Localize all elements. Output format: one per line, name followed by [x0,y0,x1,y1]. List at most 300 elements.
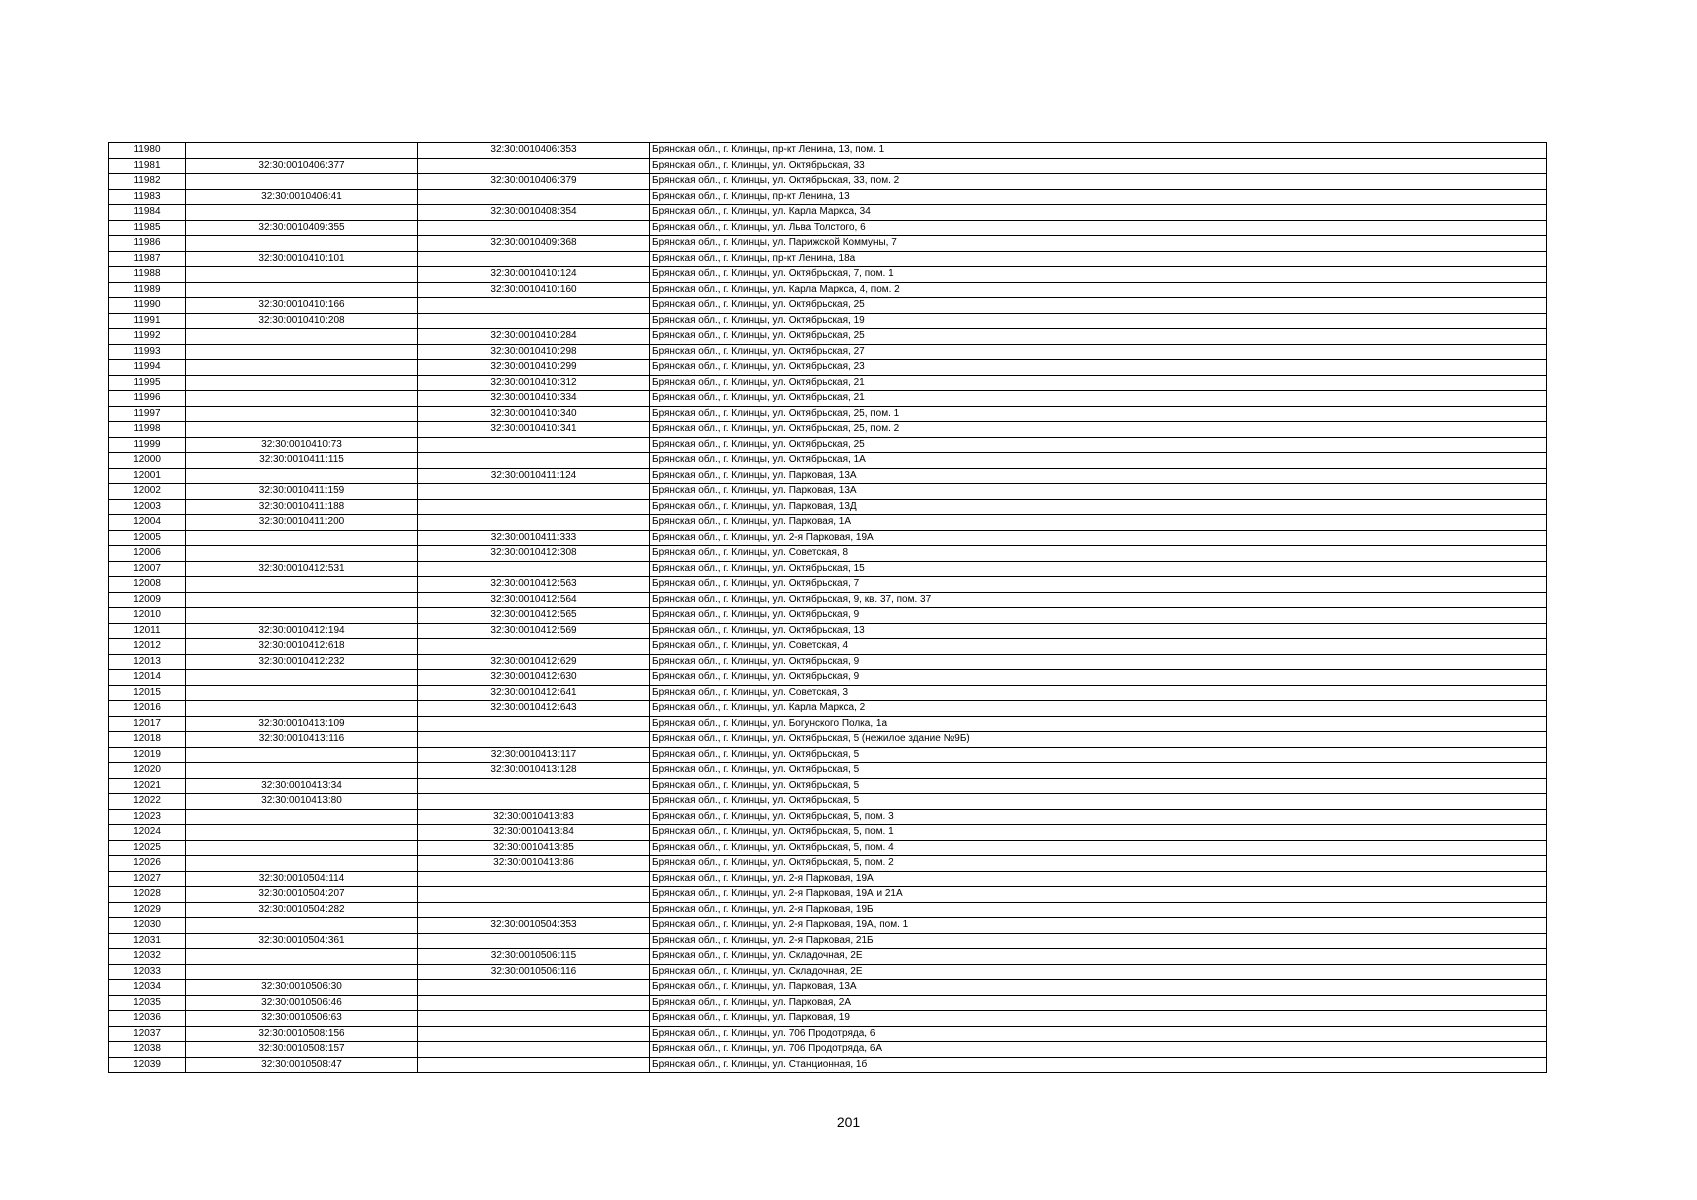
room-cadastral-number-cell: 32:30:0010410:284 [418,329,650,345]
cadastral-number-cell [186,174,418,190]
address-cell: Брянская обл., г. Клинцы, ул. Октябрьская, 7 [650,577,1547,593]
cadastral-number-cell: 32:30:0010410:73 [186,437,418,453]
room-cadastral-number-cell [418,158,650,174]
cadastral-number-cell [186,840,418,856]
table-row [109,484,1547,500]
cadastral-number-cell [186,143,418,159]
row-number-cell: 11990 [109,298,186,314]
cadastral-number-cell: 32:30:0010409:355 [186,220,418,236]
room-cadastral-number-cell [418,1026,650,1042]
room-cadastral-number-cell [418,453,650,469]
room-cadastral-number-cell [418,716,650,732]
room-cadastral-number-cell [418,1011,650,1027]
table-row [109,499,1547,515]
room-cadastral-number-cell [418,298,650,314]
table-row [109,980,1547,996]
room-cadastral-number-cell: 32:30:0010412:643 [418,701,650,717]
cadastral-number-cell [186,964,418,980]
room-cadastral-number-cell: 32:30:0010413:84 [418,825,650,841]
room-cadastral-number-cell [418,933,650,949]
row-number-cell: 11998 [109,422,186,438]
cadastral-number-cell [186,592,418,608]
cadastral-number-cell [186,809,418,825]
address-cell: Брянская обл., г. Клинцы, ул. Октябрьская, 5 (нежилое здание №9Б) [650,732,1547,748]
room-cadastral-number-cell [418,1057,650,1073]
row-number-cell: 12005 [109,530,186,546]
room-cadastral-number-cell: 32:30:0010413:86 [418,856,650,872]
table-row [109,871,1547,887]
address-cell: Брянская обл., г. Клинцы, ул. Станционная, 1б [650,1057,1547,1073]
row-number-cell: 12018 [109,732,186,748]
room-cadastral-number-cell: 32:30:0010406:353 [418,143,650,159]
cadastral-number-cell: 32:30:0010504:282 [186,902,418,918]
room-cadastral-number-cell: 32:30:0010410:299 [418,360,650,376]
table-row [109,298,1547,314]
row-number-cell: 12032 [109,949,186,965]
table-row [109,840,1547,856]
address-cell: Брянская обл., г. Клинцы, ул. Парковая, 2А [650,995,1547,1011]
row-number-cell: 12015 [109,685,186,701]
row-number-cell: 11983 [109,189,186,205]
row-number-cell: 12028 [109,887,186,903]
cadastral-number-cell [186,468,418,484]
address-cell: Брянская обл., г. Клинцы, ул. Октябрьская, 5 [650,747,1547,763]
address-cell: Брянская обл., г. Клинцы, ул. Октябрьская, 25, пом. 1 [650,406,1547,422]
table-row [109,453,1547,469]
cadastral-number-cell [186,856,418,872]
row-number-cell: 12020 [109,763,186,779]
address-cell: Брянская обл., г. Клинцы, ул. Октябрьская, 5 [650,778,1547,794]
address-cell: Брянская обл., г. Клинцы, ул. Октябрьская, 9 [650,608,1547,624]
address-cell: Брянская обл., г. Клинцы, ул. Складочная, 2Е [650,964,1547,980]
cadastral-number-cell: 32:30:0010412:232 [186,654,418,670]
room-cadastral-number-cell [418,995,650,1011]
row-number-cell: 12002 [109,484,186,500]
cadastral-number-cell: 32:30:0010504:114 [186,871,418,887]
table-row [109,685,1547,701]
cadastral-number-cell [186,344,418,360]
row-number-cell: 12026 [109,856,186,872]
room-cadastral-number-cell: 32:30:0010413:128 [418,763,650,779]
room-cadastral-number-cell: 32:30:0010412:564 [418,592,650,608]
address-cell: Брянская обл., г. Клинцы, ул. Октябрьская, 7, пом. 1 [650,267,1547,283]
row-number-cell: 12019 [109,747,186,763]
cadastral-number-cell: 32:30:0010410:166 [186,298,418,314]
table-row [109,1011,1547,1027]
table-row [109,592,1547,608]
table-row [109,577,1547,593]
cadastral-number-cell [186,546,418,562]
address-cell: Брянская обл., г. Клинцы, ул. 706 Продотряда, 6 [650,1026,1547,1042]
address-cell: Брянская обл., г. Клинцы, ул. Октябрьская, 19 [650,313,1547,329]
address-cell: Брянская обл., г. Клинцы, ул. Октябрьская, 33, пом. 2 [650,174,1547,190]
address-cell: Брянская обл., г. Клинцы, пр-кт Ленина, 18а [650,251,1547,267]
address-cell: Брянская обл., г. Клинцы, ул. 2-я Парковая, 19А [650,871,1547,887]
row-number-cell: 12017 [109,716,186,732]
room-cadastral-number-cell: 32:30:0010504:353 [418,918,650,934]
cadastral-number-cell: 32:30:0010504:361 [186,933,418,949]
cadastral-number-cell: 32:30:0010411:188 [186,499,418,515]
row-number-cell: 11987 [109,251,186,267]
table-row [109,267,1547,283]
row-number-cell: 11993 [109,344,186,360]
row-number-cell: 12034 [109,980,186,996]
address-cell: Брянская обл., г. Клинцы, ул. Октябрьская, 5, пом. 3 [650,809,1547,825]
table-row [109,856,1547,872]
row-number-cell: 11997 [109,406,186,422]
cadastral-number-cell: 32:30:0010506:46 [186,995,418,1011]
cadastral-number-cell: 32:30:0010412:531 [186,561,418,577]
room-cadastral-number-cell: 32:30:0010410:334 [418,391,650,407]
row-number-cell: 12023 [109,809,186,825]
cadastral-number-cell: 32:30:0010413:34 [186,778,418,794]
cadastral-number-cell: 32:30:0010406:377 [186,158,418,174]
cadastral-number-cell [186,701,418,717]
row-number-cell: 12039 [109,1057,186,1073]
address-cell: Брянская обл., г. Клинцы, ул. 706 Продотряда, 6А [650,1042,1547,1058]
cadastral-number-cell [186,205,418,221]
row-number-cell: 11982 [109,174,186,190]
table-row [109,391,1547,407]
table-row [109,530,1547,546]
address-cell: Брянская обл., г. Клинцы, ул. Октябрьская, 5, пом. 4 [650,840,1547,856]
address-cell: Брянская обл., г. Клинцы, ул. Октябрьская, 23 [650,360,1547,376]
row-number-cell: 12038 [109,1042,186,1058]
row-number-cell: 12013 [109,654,186,670]
room-cadastral-number-cell: 32:30:0010506:116 [418,964,650,980]
row-number-cell: 11996 [109,391,186,407]
room-cadastral-number-cell [418,561,650,577]
table-row [109,406,1547,422]
table-row [109,716,1547,732]
address-cell: Брянская обл., г. Клинцы, ул. Октябрьская, 9, кв. 37, пом. 37 [650,592,1547,608]
room-cadastral-number-cell [418,794,650,810]
cadastral-number-cell: 32:30:0010506:63 [186,1011,418,1027]
cadastral-number-cell [186,267,418,283]
table-row [109,995,1547,1011]
cadastral-number-cell: 32:30:0010410:208 [186,313,418,329]
address-cell: Брянская обл., г. Клинцы, ул. Октябрьская, 21 [650,391,1547,407]
room-cadastral-number-cell [418,980,650,996]
cadastral-number-cell [186,763,418,779]
row-number-cell: 12008 [109,577,186,593]
table-row [109,313,1547,329]
cadastral-number-cell [186,747,418,763]
registry-table-body [109,143,1547,1073]
cadastral-number-cell [186,422,418,438]
address-cell: Брянская обл., г. Клинцы, ул. Карла Маркса, 34 [650,205,1547,221]
table-row [109,778,1547,794]
table-row [109,205,1547,221]
row-number-cell: 11985 [109,220,186,236]
table-row [109,887,1547,903]
cadastral-number-cell: 32:30:0010406:41 [186,189,418,205]
address-cell: Брянская обл., г. Клинцы, ул. Октябрьская, 21 [650,375,1547,391]
address-cell: Брянская обл., г. Клинцы, ул. Октябрьская, 9 [650,654,1547,670]
row-number-cell: 12014 [109,670,186,686]
address-cell: Брянская обл., г. Клинцы, ул. Парковая, 13А [650,484,1547,500]
cadastral-number-cell [186,949,418,965]
row-number-cell: 12036 [109,1011,186,1027]
address-cell: Брянская обл., г. Клинцы, ул. Октябрьская, 5, пом. 1 [650,825,1547,841]
table-row [109,949,1547,965]
table-row [109,639,1547,655]
table-row [109,918,1547,934]
room-cadastral-number-cell: 32:30:0010412:565 [418,608,650,624]
table-row [109,143,1547,159]
address-cell: Брянская обл., г. Клинцы, ул. Октябрьская, 33 [650,158,1547,174]
table-row [109,763,1547,779]
row-number-cell: 12010 [109,608,186,624]
address-cell: Брянская обл., г. Клинцы, ул. Октябрьская, 9 [650,670,1547,686]
room-cadastral-number-cell [418,437,650,453]
table-row [109,732,1547,748]
table-row [109,236,1547,252]
room-cadastral-number-cell [418,902,650,918]
address-cell: Брянская обл., г. Клинцы, ул. Парижской Коммуны, 7 [650,236,1547,252]
address-cell: Брянская обл., г. Клинцы, ул. Богунского Полка, 1а [650,716,1547,732]
room-cadastral-number-cell: 32:30:0010412:308 [418,546,650,562]
room-cadastral-number-cell: 32:30:0010411:333 [418,530,650,546]
room-cadastral-number-cell: 32:30:0010410:312 [418,375,650,391]
address-cell: Брянская обл., г. Клинцы, ул. 2-я Парковая, 19А, пом. 1 [650,918,1547,934]
row-number-cell: 12021 [109,778,186,794]
room-cadastral-number-cell: 32:30:0010412:641 [418,685,650,701]
table-row [109,329,1547,345]
table-row [109,375,1547,391]
table-row [109,608,1547,624]
row-number-cell: 11991 [109,313,186,329]
cadastral-number-cell [186,329,418,345]
cadastral-number-cell: 32:30:0010413:116 [186,732,418,748]
address-cell: Брянская обл., г. Клинцы, ул. Октябрьская, 25 [650,329,1547,345]
room-cadastral-number-cell [418,484,650,500]
table-row [109,344,1547,360]
cadastral-number-cell: 32:30:0010504:207 [186,887,418,903]
cadastral-number-cell: 32:30:0010506:30 [186,980,418,996]
address-cell: Брянская обл., г. Клинцы, ул. Парковая, 1А [650,515,1547,531]
table-row [109,515,1547,531]
address-cell: Брянская обл., г. Клинцы, ул. Парковая, 13А [650,468,1547,484]
address-cell: Брянская обл., г. Клинцы, ул. Октябрьская, 25 [650,298,1547,314]
address-cell: Брянская обл., г. Клинцы, пр-кт Ленина, 13 [650,189,1547,205]
row-number-cell: 12004 [109,515,186,531]
cadastral-number-cell [186,577,418,593]
table-row [109,701,1547,717]
address-cell: Брянская обл., г. Клинцы, ул. 2-я Парковая, 21Б [650,933,1547,949]
cadastral-number-cell [186,825,418,841]
room-cadastral-number-cell [418,220,650,236]
registry-table [108,142,1547,1073]
row-number-cell: 12029 [109,902,186,918]
row-number-cell: 11989 [109,282,186,298]
cadastral-number-cell: 32:30:0010508:156 [186,1026,418,1042]
table-row [109,546,1547,562]
room-cadastral-number-cell: 32:30:0010412:563 [418,577,650,593]
table-row [109,1042,1547,1058]
cadastral-number-cell [186,608,418,624]
cadastral-number-cell: 32:30:0010411:159 [186,484,418,500]
room-cadastral-number-cell [418,732,650,748]
cadastral-number-cell [186,282,418,298]
row-number-cell: 11988 [109,267,186,283]
cadastral-number-cell [186,391,418,407]
room-cadastral-number-cell [418,313,650,329]
room-cadastral-number-cell [418,189,650,205]
address-cell: Брянская обл., г. Клинцы, ул. Октябрьская, 25, пом. 2 [650,422,1547,438]
address-cell: Брянская обл., г. Клинцы, ул. Советская, 4 [650,639,1547,655]
room-cadastral-number-cell: 32:30:0010410:341 [418,422,650,438]
cadastral-number-cell: 32:30:0010508:47 [186,1057,418,1073]
cadastral-number-cell: 32:30:0010410:101 [186,251,418,267]
room-cadastral-number-cell: 32:30:0010412:629 [418,654,650,670]
table-row [109,251,1547,267]
table-row [109,1057,1547,1073]
cadastral-number-cell: 32:30:0010413:109 [186,716,418,732]
row-number-cell: 12012 [109,639,186,655]
page-number: 201 [836,1114,861,1130]
room-cadastral-number-cell [418,778,650,794]
table-row [109,158,1547,174]
cadastral-number-cell [186,918,418,934]
room-cadastral-number-cell: 32:30:0010409:368 [418,236,650,252]
cadastral-number-cell: 32:30:0010412:618 [186,639,418,655]
room-cadastral-number-cell: 32:30:0010410:298 [418,344,650,360]
room-cadastral-number-cell: 32:30:0010413:117 [418,747,650,763]
table-row [109,902,1547,918]
table-row [109,825,1547,841]
room-cadastral-number-cell: 32:30:0010410:340 [418,406,650,422]
row-number-cell: 11994 [109,360,186,376]
room-cadastral-number-cell [418,251,650,267]
room-cadastral-number-cell [418,499,650,515]
room-cadastral-number-cell: 32:30:0010412:569 [418,623,650,639]
row-number-cell: 12007 [109,561,186,577]
address-cell: Брянская обл., г. Клинцы, ул. Льва Толстого, 6 [650,220,1547,236]
room-cadastral-number-cell: 32:30:0010412:630 [418,670,650,686]
table-row [109,189,1547,205]
table-row [109,561,1547,577]
table-row [109,437,1547,453]
room-cadastral-number-cell: 32:30:0010413:83 [418,809,650,825]
table-row [109,360,1547,376]
row-number-cell: 12035 [109,995,186,1011]
address-cell: Брянская обл., г. Клинцы, ул. Октябрьская, 5 [650,763,1547,779]
address-cell: Брянская обл., г. Клинцы, ул. 2-я Парковая, 19Б [650,902,1547,918]
table-row [109,670,1547,686]
table-row [109,1026,1547,1042]
room-cadastral-number-cell [418,871,650,887]
table-row [109,964,1547,980]
row-number-cell: 12025 [109,840,186,856]
address-cell: Брянская обл., г. Клинцы, ул. Парковая, 13А [650,980,1547,996]
row-number-cell: 12000 [109,453,186,469]
address-cell: Брянская обл., г. Клинцы, ул. Складочная, 2Е [650,949,1547,965]
address-cell: Брянская обл., г. Клинцы, ул. Октябрьская, 1А [650,453,1547,469]
row-number-cell: 12011 [109,623,186,639]
address-cell: Брянская обл., г. Клинцы, ул. Октябрьская, 25 [650,437,1547,453]
row-number-cell: 11999 [109,437,186,453]
cadastral-number-cell: 32:30:0010412:194 [186,623,418,639]
cadastral-number-cell [186,360,418,376]
row-number-cell: 11986 [109,236,186,252]
table-row [109,654,1547,670]
cadastral-number-cell [186,236,418,252]
row-number-cell: 12033 [109,964,186,980]
table-row [109,747,1547,763]
room-cadastral-number-cell [418,639,650,655]
cadastral-number-cell: 32:30:0010508:157 [186,1042,418,1058]
row-number-cell: 12022 [109,794,186,810]
row-number-cell: 11984 [109,205,186,221]
room-cadastral-number-cell [418,887,650,903]
address-cell: Брянская обл., г. Клинцы, ул. 2-я Парковая, 19А [650,530,1547,546]
table-row [109,422,1547,438]
cadastral-number-cell [186,375,418,391]
row-number-cell: 11992 [109,329,186,345]
room-cadastral-number-cell: 32:30:0010410:160 [418,282,650,298]
address-cell: Брянская обл., г. Клинцы, ул. Советская, 3 [650,685,1547,701]
address-cell: Брянская обл., г. Клинцы, ул. Октябрьская, 5, пом. 2 [650,856,1547,872]
cadastral-number-cell: 32:30:0010411:115 [186,453,418,469]
address-cell: Брянская обл., г. Клинцы, ул. Карла Маркса, 4, пом. 2 [650,282,1547,298]
cadastral-number-cell: 32:30:0010411:200 [186,515,418,531]
table-row [109,220,1547,236]
room-cadastral-number-cell: 32:30:0010408:354 [418,205,650,221]
cadastral-number-cell [186,685,418,701]
room-cadastral-number-cell: 32:30:0010413:85 [418,840,650,856]
table-row [109,468,1547,484]
room-cadastral-number-cell: 32:30:0010410:124 [418,267,650,283]
row-number-cell: 11980 [109,143,186,159]
address-cell: Брянская обл., г. Клинцы, ул. Парковая, 19 [650,1011,1547,1027]
room-cadastral-number-cell: 32:30:0010411:124 [418,468,650,484]
table-row [109,809,1547,825]
room-cadastral-number-cell [418,515,650,531]
table-row [109,623,1547,639]
row-number-cell: 12031 [109,933,186,949]
row-number-cell: 11995 [109,375,186,391]
table-row [109,174,1547,190]
cadastral-number-cell: 32:30:0010413:80 [186,794,418,810]
row-number-cell: 11981 [109,158,186,174]
address-cell: Брянская обл., г. Клинцы, ул. 2-я Парковая, 19А и 21А [650,887,1547,903]
row-number-cell: 12027 [109,871,186,887]
address-cell: Брянская обл., г. Клинцы, ул. Октябрьская, 27 [650,344,1547,360]
room-cadastral-number-cell [418,1042,650,1058]
row-number-cell: 12024 [109,825,186,841]
address-cell: Брянская обл., г. Клинцы, ул. Октябрьская, 5 [650,794,1547,810]
address-cell: Брянская обл., г. Клинцы, пр-кт Ленина, 13, пом. 1 [650,143,1547,159]
address-cell: Брянская обл., г. Клинцы, ул. Советская, 8 [650,546,1547,562]
cadastral-number-cell [186,406,418,422]
row-number-cell: 12016 [109,701,186,717]
table-row [109,282,1547,298]
address-cell: Брянская обл., г. Клинцы, ул. Карла Маркса, 2 [650,701,1547,717]
row-number-cell: 12009 [109,592,186,608]
table-row [109,794,1547,810]
row-number-cell: 12030 [109,918,186,934]
room-cadastral-number-cell: 32:30:0010506:115 [418,949,650,965]
room-cadastral-number-cell: 32:30:0010406:379 [418,174,650,190]
cadastral-number-cell [186,530,418,546]
address-cell: Брянская обл., г. Клинцы, ул. Октябрьская, 15 [650,561,1547,577]
row-number-cell: 12003 [109,499,186,515]
table-row [109,933,1547,949]
row-number-cell: 12001 [109,468,186,484]
row-number-cell: 12006 [109,546,186,562]
cadastral-number-cell [186,670,418,686]
